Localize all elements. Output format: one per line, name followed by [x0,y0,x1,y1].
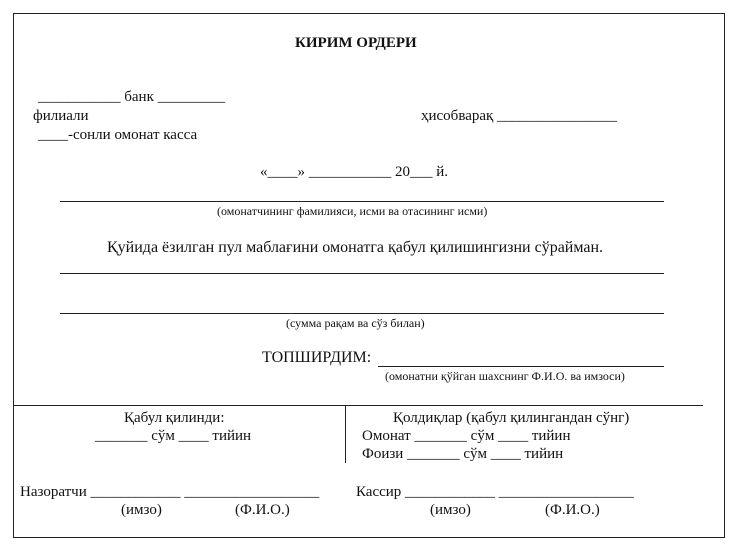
accepted-amount: _______ сўм ____ тийин [95,428,252,444]
account-field: ҳисобварақ ________________ [421,108,618,124]
amount-line-2 [60,313,664,314]
controller-signature: Назоратчи ____________ __________________ [20,484,320,500]
controller-signature-caption: (имзо) [121,502,162,518]
balances-label: Қолдиқлар (қабул қилингандан сўнг) [393,410,630,426]
cashier-signature: Кассир ____________ __________________ [356,484,634,500]
depositor-name-line [60,201,664,202]
amount-caption: (сумма рақам ва сўз билан) [286,316,425,330]
branch-label: филиали [33,108,89,124]
amount-line-1 [60,273,664,274]
deposit-balance: Омонат _______ сўм ____ тийин [362,428,571,444]
section-divider [13,405,703,406]
bank-line: ___________ банк _________ [38,89,226,105]
controller-name-caption: (Ф.И.О.) [235,502,290,518]
depositor-caption: (омонатчининг фамилияси, исми ва отасининг исми) [217,204,488,218]
request-text: Қуйида ёзилган пул маблағини омонатга қабул қилишингизни сўрайман. [107,239,604,256]
cashier-signature-caption: (имзо) [430,502,471,518]
accepted-label: Қабул қилинди: [124,410,225,426]
column-divider [345,405,346,463]
form-title: КИРИМ ОРДЕРИ [295,35,417,51]
date-field: «____» ___________ 20___ й. [260,164,449,180]
handed-over-line [378,366,664,367]
handed-over-label: ТОПШИРДИМ: [262,349,372,366]
cashier-name-caption: (Ф.И.О.) [545,502,600,518]
cashier-office-field: ____-сонли омонат касса [38,127,198,143]
interest-balance: Фоизи _______ сўм ____ тийин [362,446,564,462]
handed-caption: (омонатни қўйган шахснинг Ф.И.О. ва имзоси) [385,369,625,383]
